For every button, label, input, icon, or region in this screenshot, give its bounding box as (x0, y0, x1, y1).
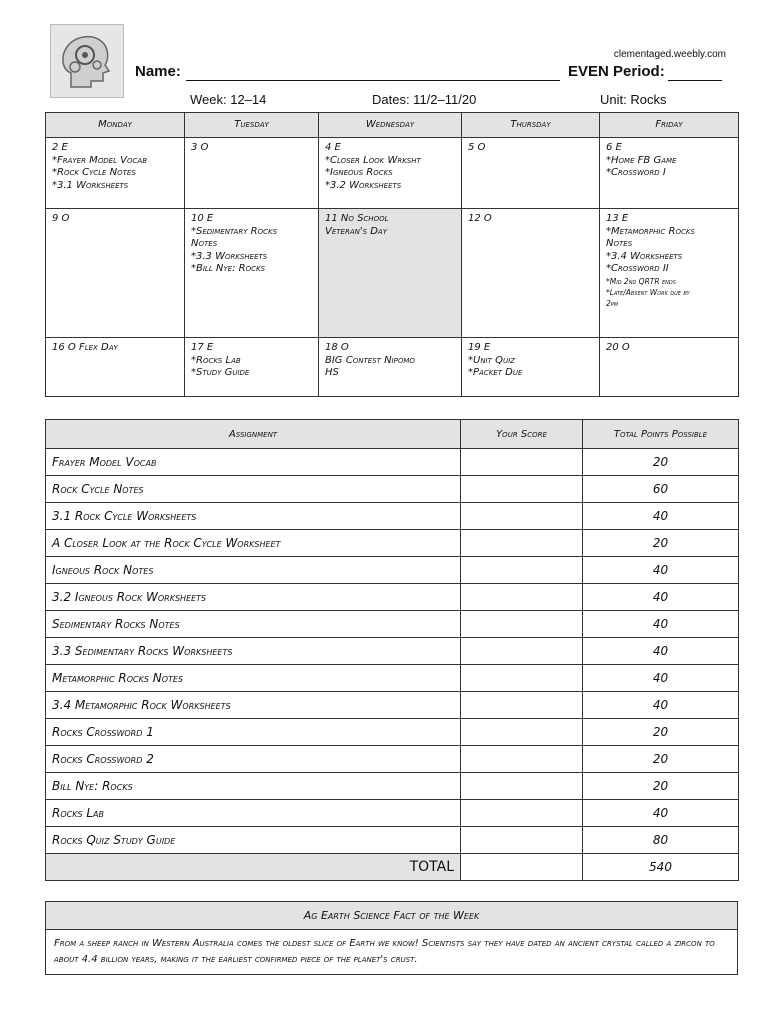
assignment-name: 3.4 Metamorphic Rock Worksheets (46, 692, 461, 719)
assignment-name: Rocks Crossword 1 (46, 719, 461, 746)
assignment-name: Rocks Crossword 2 (46, 746, 461, 773)
site-url: clementaged.weebly.com (613, 49, 726, 60)
fact-box (45, 901, 738, 975)
points-possible: 40 (583, 800, 739, 827)
calendar-week-row (46, 138, 739, 209)
dates-label: Dates: 11/2–11/20 (372, 92, 477, 107)
assignment-name: Sedimentary Rocks Notes (46, 611, 461, 638)
total-label: TOTAL (46, 854, 461, 881)
calendar-day-cell (600, 209, 739, 338)
score-cell[interactable] (461, 719, 583, 746)
calendar-entry: HS (325, 367, 339, 378)
weekly-calendar (45, 112, 739, 397)
calendar-entry: Notes (606, 238, 633, 249)
day-header: Monday (46, 113, 185, 138)
points-possible: 40 (583, 584, 739, 611)
score-cell[interactable] (461, 746, 583, 773)
score-cell[interactable] (461, 476, 583, 503)
total-points: 540 (583, 854, 739, 881)
points-possible: 20 (583, 530, 739, 557)
calendar-entry: *Bill Nye: Rocks (191, 263, 266, 274)
table-row (46, 746, 739, 773)
calendar-entry: *Metamorphic Rocks (606, 225, 695, 237)
score-cell[interactable] (461, 503, 583, 530)
calendar-entry: 11 No School (325, 213, 389, 224)
assignment-name: Rocks Lab (46, 800, 461, 827)
calendar-entry: *Crossword II (606, 263, 669, 274)
table-row (46, 692, 739, 719)
points-possible: 40 (583, 638, 739, 665)
calendar-entry: 3 O (191, 142, 209, 153)
calendar-day-cell (319, 338, 462, 397)
score-header: Your Score (461, 420, 583, 449)
calendar-entry: 6 E (606, 142, 622, 153)
calendar-entry: 12 O (468, 213, 492, 224)
week-label: Week: 12–14 (190, 92, 267, 107)
name-field[interactable] (186, 80, 560, 81)
day-header: Friday (600, 113, 739, 138)
calendar-entry: *Unit Quiz (468, 354, 515, 366)
calendar-note: *Late/Absent Work due by (606, 287, 690, 297)
calendar-entry: *Home FB Game (606, 154, 677, 166)
table-row (46, 530, 739, 557)
assignment-name: Rocks Quiz Study Guide (46, 827, 461, 854)
calendar-day-cell (46, 209, 185, 338)
calendar-day-cell (462, 138, 600, 209)
assignment-name: 3.2 Igneous Rock Worksheets (46, 584, 461, 611)
calendar-entry: BIG Contest Nipomo (325, 354, 415, 366)
calendar-entry: 4 E (325, 142, 341, 153)
period-label: EVEN Period: (568, 63, 665, 80)
assignment-name: Igneous Rock Notes (46, 557, 461, 584)
points-possible: 20 (583, 773, 739, 800)
calendar-entry: *3.1 Worksheets (52, 179, 129, 191)
calendar-entry: *Crossword I (606, 167, 666, 178)
head-gears-icon (50, 24, 124, 98)
score-cell[interactable] (461, 800, 583, 827)
points-possible: 40 (583, 665, 739, 692)
calendar-entry: *3.3 Worksheets (191, 250, 268, 262)
points-possible: 40 (583, 557, 739, 584)
calendar-entry: 2 E (52, 142, 68, 153)
total-points-header: Total Points Possible (583, 420, 739, 449)
day-header: Tuesday (185, 113, 319, 138)
calendar-entry: Veteran's Day (325, 225, 387, 237)
calendar-day-cell (600, 338, 739, 397)
table-row (46, 665, 739, 692)
table-row (46, 557, 739, 584)
points-possible: 20 (583, 449, 739, 476)
calendar-entry: 19 E (468, 342, 491, 353)
calendar-entry: *Study Guide (191, 367, 250, 378)
calendar-entry: *3.4 Worksheets (606, 250, 683, 262)
calendar-day-cell (185, 209, 319, 338)
table-row (46, 584, 739, 611)
calendar-day-cell (319, 138, 462, 209)
score-cell[interactable] (461, 827, 583, 854)
table-row (46, 449, 739, 476)
calendar-entry: 13 E (606, 213, 629, 224)
assignment-name: A Closer Look at the Rock Cycle Worksheet (46, 530, 461, 557)
calendar-week-row (46, 209, 739, 338)
table-row (46, 503, 739, 530)
calendar-entry: *3.2 Worksheets (325, 179, 402, 191)
table-row (46, 719, 739, 746)
calendar-entry: 18 O (325, 342, 349, 353)
calendar-entry: 10 E (191, 213, 214, 224)
calendar-day-cell (185, 338, 319, 397)
score-cell[interactable] (461, 611, 583, 638)
calendar-day-cell (185, 138, 319, 209)
day-header: Thursday (462, 113, 600, 138)
calendar-entry: *Rock Cycle Notes (52, 167, 136, 178)
assignment-name: Metamorphic Rocks Notes (46, 665, 461, 692)
score-cell[interactable] (461, 692, 583, 719)
calendar-week-row (46, 338, 739, 397)
name-label: Name: (135, 63, 181, 80)
fact-title: Ag Earth Science Fact of the Week (46, 902, 737, 930)
calendar-entry: 9 O (52, 213, 70, 224)
day-header: Wednesday (319, 113, 462, 138)
calendar-day-cell (462, 209, 600, 338)
calendar-entry: 16 O Flex Day (52, 342, 118, 353)
calendar-day-cell (600, 138, 739, 209)
table-row (46, 773, 739, 800)
points-possible: 80 (583, 827, 739, 854)
assignment-header: Assignment (46, 420, 461, 449)
table-row (46, 638, 739, 665)
calendar-entry: *Frayer Model Vocab (52, 154, 148, 166)
calendar-day-cell (462, 338, 600, 397)
calendar-entry: *Packet Due (468, 367, 523, 378)
assignment-name: 3.1 Rock Cycle Worksheets (46, 503, 461, 530)
score-cell[interactable] (461, 638, 583, 665)
calendar-entry: 20 O (606, 342, 630, 353)
total-row (46, 854, 739, 881)
calendar-entry: *Igneous Rocks (325, 167, 393, 178)
assignment-name: Rock Cycle Notes (46, 476, 461, 503)
points-possible: 40 (583, 611, 739, 638)
calendar-day-cell (46, 338, 185, 397)
score-cell[interactable] (461, 584, 583, 611)
points-possible: 40 (583, 692, 739, 719)
calendar-entry: *Sedimentary Rocks (191, 225, 278, 237)
points-possible: 60 (583, 476, 739, 503)
score-cell[interactable] (461, 773, 583, 800)
points-possible: 40 (583, 503, 739, 530)
assignment-name: Frayer Model Vocab (46, 449, 461, 476)
unit-label: Unit: Rocks (600, 92, 667, 107)
assignment-name: Bill Nye: Rocks (46, 773, 461, 800)
calendar-entry: 17 E (191, 342, 214, 353)
score-cell[interactable] (461, 449, 583, 476)
table-row (46, 611, 739, 638)
points-possible: 20 (583, 746, 739, 773)
table-row (46, 476, 739, 503)
calendar-entry: 5 O (468, 142, 486, 153)
table-row (46, 827, 739, 854)
score-cell[interactable] (461, 530, 583, 557)
table-row (46, 800, 739, 827)
calendar-entry: *Closer Look Wrksht (325, 154, 421, 166)
calendar-note: 2pm (606, 298, 619, 308)
calendar-day-cell (46, 138, 185, 209)
score-cell[interactable] (461, 665, 583, 692)
calendar-entry: Notes (191, 238, 218, 249)
assignment-name: 3.3 Sedimentary Rocks Worksheets (46, 638, 461, 665)
assignment-table (45, 419, 739, 881)
total-score-cell[interactable] (461, 854, 583, 881)
calendar-entry: *Rocks Lab (191, 354, 241, 366)
points-possible: 20 (583, 719, 739, 746)
calendar-day-cell (319, 209, 462, 338)
score-cell[interactable] (461, 557, 583, 584)
fact-body: From a sheep ranch in Western Australia comes the oldest slice of Earth we know! Scientists say they have dated an ancient crystal called a zircon to about 4.4 billion years, making it the earliest confirmed piece of the planet's crust. (54, 938, 715, 965)
period-field[interactable] (668, 80, 722, 81)
calendar-note: *Mid 2nd QRTR ends (606, 276, 676, 286)
